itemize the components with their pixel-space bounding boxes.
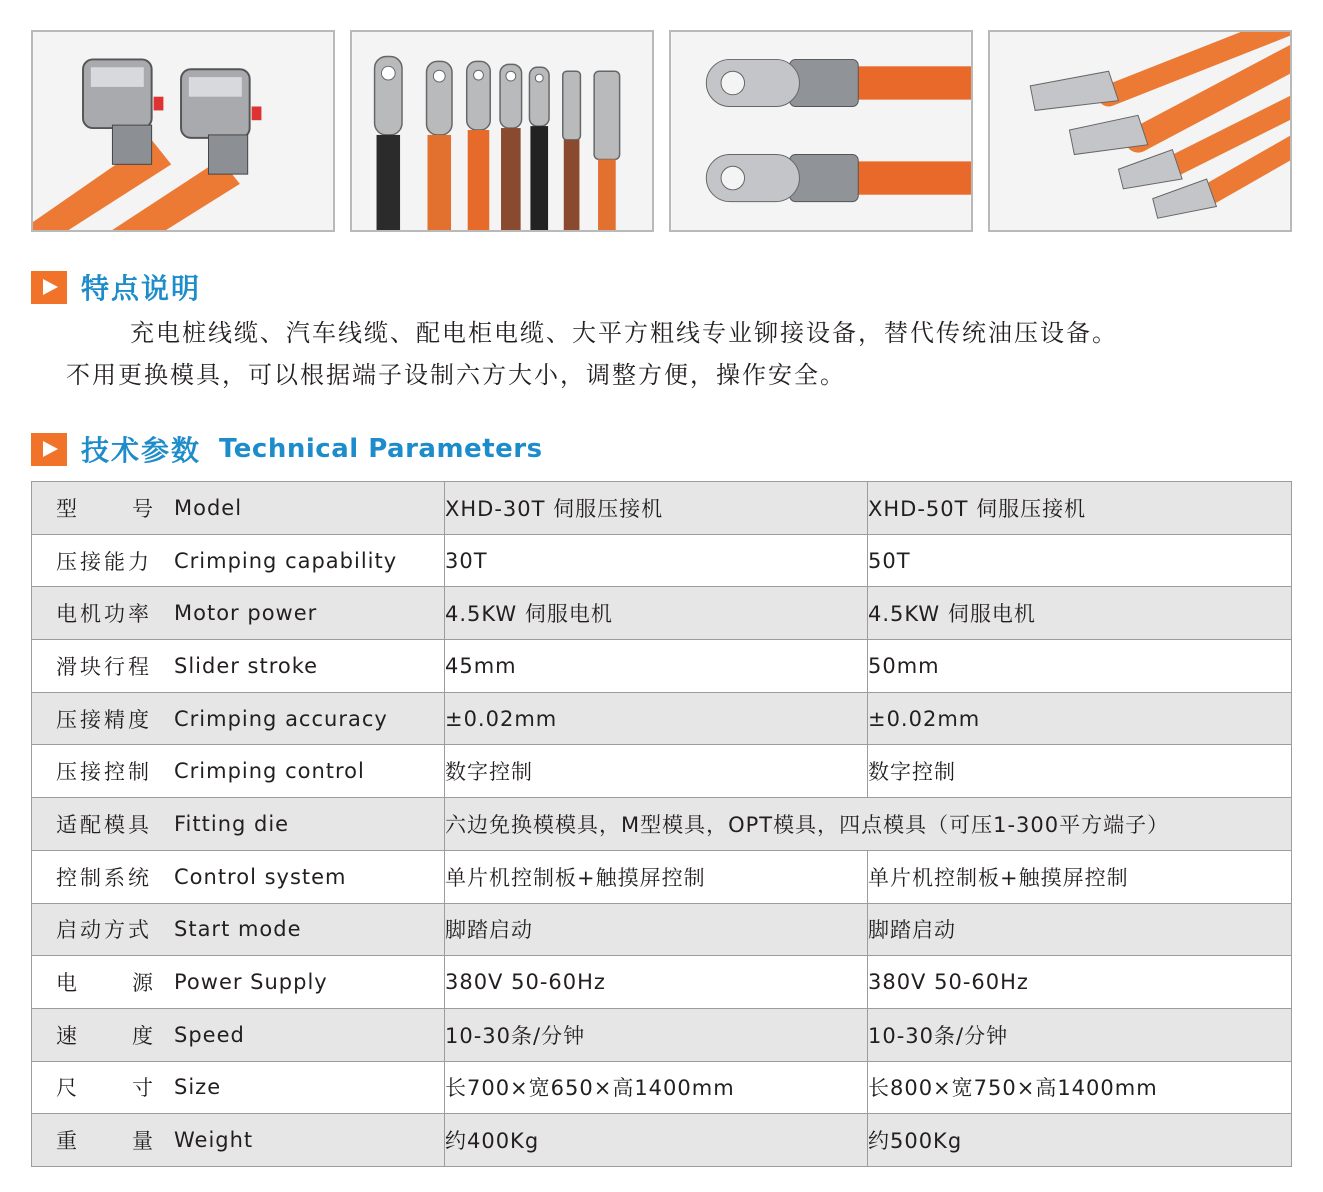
param-name-zh: [32, 1072, 174, 1102]
param-value-xhd30t: 10-30条/分钟: [444, 1008, 867, 1061]
table-row: [32, 1114, 1292, 1167]
param-label: [32, 1072, 444, 1102]
param-name-char: 号: [132, 496, 156, 521]
param-label: [32, 1020, 444, 1050]
table-body: [32, 482, 1292, 1167]
param-value-xhd30t: ±0.02mm: [444, 692, 867, 745]
param-name-char: 寸: [132, 1076, 156, 1101]
features-title: 特点说明: [81, 272, 202, 305]
param-value-xhd50t: 10-30条/分钟: [867, 1008, 1291, 1061]
param-name-en: Crimping accuracy: [174, 706, 388, 731]
param-name-en: Slider stroke: [174, 653, 319, 678]
features-description: [66, 312, 1266, 396]
param-name-zh: 压接精度: [56, 707, 152, 732]
param-name-en: Control system: [174, 864, 347, 889]
param-label: [32, 756, 444, 786]
tech-params-heading: [31, 429, 543, 469]
table-row: [32, 640, 1292, 693]
param-label-cell: [32, 1114, 445, 1167]
param-name-zh: 压接控制: [56, 760, 152, 785]
param-label: [32, 651, 444, 681]
param-value-xhd30t: 380V 50-60Hz: [444, 956, 867, 1009]
param-label-cell: [32, 798, 445, 851]
param-value-xhd50t: 50T: [867, 534, 1291, 587]
param-label: [32, 598, 444, 628]
param-label: [32, 809, 444, 839]
ring-terminal-illustration: [671, 32, 971, 230]
terminals-illustration: [352, 32, 652, 230]
param-label-cell: [32, 1061, 445, 1114]
param-name-char: 量: [132, 1129, 156, 1154]
param-name-zh: [32, 1020, 174, 1050]
param-name-zh: 滑块行程: [56, 654, 152, 679]
param-label-cell: [32, 587, 445, 640]
param-value-xhd50t: XHD-50T 伺服压接机: [867, 482, 1291, 535]
param-value-xhd50t: 数字控制: [867, 745, 1291, 798]
param-label-cell: [32, 640, 445, 693]
param-value-xhd50t: 4.5KW 伺服电机: [867, 587, 1291, 640]
technical-parameters-table: [31, 481, 1292, 1167]
param-name-zh: [32, 967, 174, 997]
param-name-char: 源: [132, 971, 156, 996]
param-label-cell: [32, 534, 445, 587]
connector-illustration: [33, 32, 333, 230]
param-value-xhd50t: 380V 50-60Hz: [867, 956, 1291, 1009]
param-value-xhd50t: 50mm: [867, 640, 1291, 693]
table-row: [32, 482, 1292, 535]
table-row: [32, 1008, 1292, 1061]
param-name-en: Motor power: [174, 601, 318, 626]
param-name-zh: 控制系统: [56, 865, 152, 890]
param-value-xhd50t: 单片机控制板+触摸屏控制: [867, 850, 1291, 903]
param-name-en: Fitting die: [174, 811, 290, 836]
param-label-cell: [32, 745, 445, 798]
product-photo-terminals: [350, 30, 654, 232]
param-label-cell: [32, 956, 445, 1009]
param-name-char: 电: [56, 971, 80, 996]
param-name-en: Speed: [174, 1022, 245, 1047]
cable-illustration: [990, 32, 1290, 230]
description-line: 充电桩线缆、汽车线缆、配电柜电缆、大平方粗线专业铆接设备，替代传统油压设备。: [130, 319, 1118, 347]
product-photo-ring-terminals: [669, 30, 973, 232]
play-arrow-icon: [31, 433, 67, 466]
product-photo-strip: [31, 30, 1294, 234]
features-heading: [31, 267, 201, 307]
param-label: [32, 1125, 444, 1155]
param-label-cell: [32, 692, 445, 745]
param-value-xhd30t: 脚踏启动: [444, 903, 867, 956]
param-value-xhd30t: 约400Kg: [444, 1114, 867, 1167]
param-name-en: Size: [174, 1075, 222, 1100]
param-label: [32, 704, 444, 734]
table-row: [32, 692, 1292, 745]
param-name-zh: [32, 1125, 174, 1155]
param-value-xhd30t: XHD-30T 伺服压接机: [444, 482, 867, 535]
param-name-char: 重: [56, 1129, 80, 1154]
param-name-en: Weight: [174, 1128, 254, 1153]
param-name-zh: 启动方式: [56, 918, 152, 943]
param-name-char: 速: [56, 1023, 80, 1048]
product-photo-connectors: [31, 30, 335, 232]
param-value-xhd30t: 长700×宽650×高1400mm: [444, 1061, 867, 1114]
table-row: [32, 745, 1292, 798]
param-name-en: Crimping capability: [174, 548, 398, 573]
param-name-en: Model: [174, 495, 243, 520]
param-value-xhd50t: ±0.02mm: [867, 692, 1291, 745]
param-label: [32, 546, 444, 576]
table-row: [32, 587, 1292, 640]
param-value-shared: 六边免换模模具，M型模具，OPT模具，四点模具（可压1-300平方端子）: [444, 798, 1291, 851]
param-name-zh: 适配模具: [56, 812, 152, 837]
tech-params-title-en: Technical Parameters: [219, 434, 543, 464]
table-row: [32, 850, 1292, 903]
table-row: [32, 1061, 1292, 1114]
table-row: [32, 798, 1292, 851]
param-value-xhd30t: 单片机控制板+触摸屏控制: [444, 850, 867, 903]
play-arrow-icon: [31, 271, 67, 304]
param-label-cell: [32, 903, 445, 956]
param-name-char: 型: [56, 496, 80, 521]
description-line: 不用更换模具，可以根据端子设制六方大小，调整方便，操作安全。: [66, 361, 846, 389]
param-label-cell: [32, 850, 445, 903]
param-name-zh: 电机功率: [56, 602, 152, 627]
param-value-xhd30t: 45mm: [444, 640, 867, 693]
table-row: [32, 903, 1292, 956]
param-label: [32, 493, 444, 523]
param-value-xhd50t: 长800×宽750×高1400mm: [867, 1061, 1291, 1114]
param-name-en: Start mode: [174, 917, 302, 942]
param-label: [32, 862, 444, 892]
table-row: [32, 956, 1292, 1009]
param-value-xhd50t: 脚踏启动: [867, 903, 1291, 956]
param-label-cell: [32, 482, 445, 535]
param-label-cell: [32, 1008, 445, 1061]
param-label: [32, 967, 444, 997]
param-value-xhd30t: 30T: [444, 534, 867, 587]
param-value-xhd30t: 4.5KW 伺服电机: [444, 587, 867, 640]
table-row: [32, 534, 1292, 587]
product-photo-cables: [988, 30, 1292, 232]
param-name-en: Crimping control: [174, 759, 365, 784]
param-name-zh: [32, 493, 174, 523]
param-value-xhd50t: 约500Kg: [867, 1114, 1291, 1167]
param-name-char: 尺: [56, 1076, 80, 1101]
param-name-zh: 压接能力: [56, 549, 152, 574]
param-name-char: 度: [132, 1023, 156, 1048]
param-label: [32, 914, 444, 944]
param-name-en: Power Supply: [174, 970, 328, 995]
tech-params-title-zh: 技术参数: [81, 434, 202, 467]
param-value-xhd30t: 数字控制: [444, 745, 867, 798]
